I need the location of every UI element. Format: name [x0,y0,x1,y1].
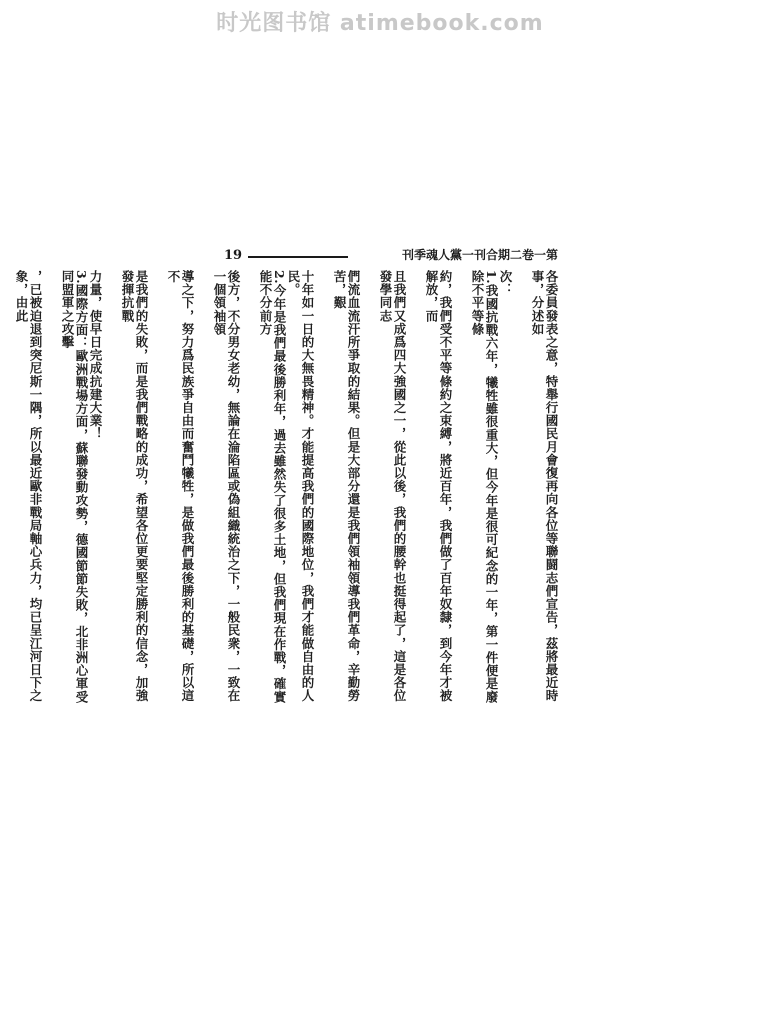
text-line: 各委員發表之意，特舉行國民月會復再向各位等聯闘志們宣告，茲將最近時事，分述如 [530,270,559,703]
text-line: ，已被迫退到突尼斯一隅，所以最近歐非戰局軸心兵力，均已呈江河日下之象，由此 [14,270,43,703]
text-line: 十年如一日的大無畏精神。才能提高我們的國際地位，我們才能做自由的人民。 [286,270,315,703]
text-line: 3.國際方面：歐洲戰場方面，蘇聯發動攻勢，德國節節失敗，北非洲心軍受同盟軍之攻擊 [60,270,89,704]
text-line: 次： [498,270,513,297]
scanned-page [14,246,559,708]
text-line: 後方，不分男女老幼，無論在淪陷區或偽組織統治之下，一般民衆，一致在一個領袖領 [212,270,241,703]
text-line: 1.我國抗戰六年，犧牲雖很重大，但今年是很可紀念的一年，第一件便是廢除不平等條 [470,270,499,704]
site-watermark: 时光图书馆 atimebook.com [216,11,544,36]
text-line: 導之下，努力爲民族爭自由而奮鬥犧牲，是做我們最後勝利的基礎，所以這不 [166,270,195,703]
vertical-body-text [14,270,559,710]
text-line: 力量，使早日完成抗建大業！ [88,270,103,441]
text-line: 們流血流汗所爭取的結果。但是大部分還是我們領袖領導我們革命，辛勤勞苦，艱 [332,270,361,703]
text-line: 且我們又成爲四大強國之一，從此以後，我們的腰幹也挺得起了，這是各位發學同志 [378,270,407,703]
running-title: 第一卷二期合刊一黨人魂季刊 [401,248,558,262]
page-number: 19 [224,248,243,263]
header-rule-line [248,256,348,258]
text-line: 2.今年是我們最後勝利年，過去雖然失了很多土地，但我們現在作戰，確實能不分前方 [258,270,287,704]
text-line: 是我們的失敗，而是我們戰略的成功，希望各位更要堅定勝利的信念，加強發揮抗戰 [120,270,149,703]
text-line: 約，我們受不平等條約之束縛，將近百年，我們做了百年奴隸，到今年才被解放，而 [424,270,453,703]
